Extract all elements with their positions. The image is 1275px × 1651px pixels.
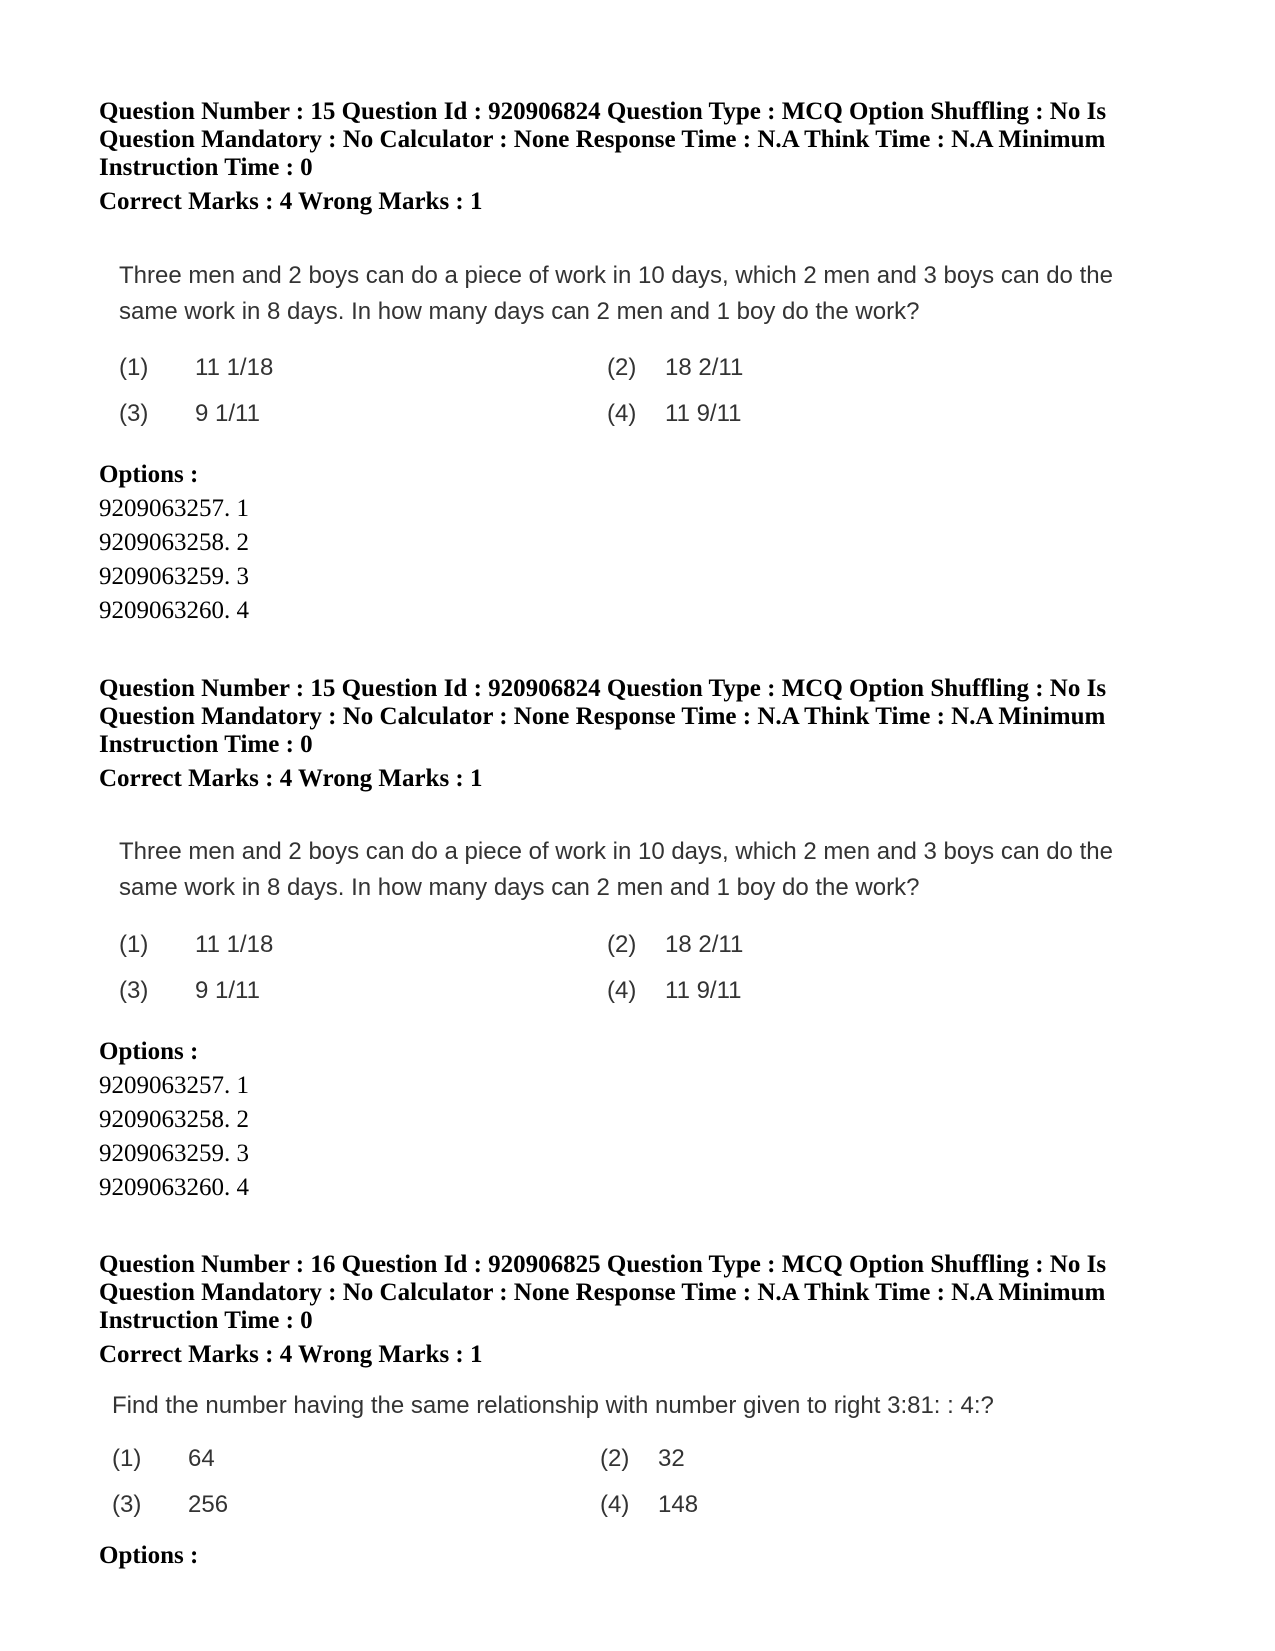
question-header: Question Number : 15 Question Id : 920906824 Question Type : MCQ Option Shuffling : No Is Question Mandatory : No Calculator : None Response Time : N.A Think Time : N.A Minimum Instruction Time : 0 xyxy=(99,675,1107,758)
question-block-2 xyxy=(99,675,1129,793)
question-marks: Correct Marks : 4 Wrong Marks : 1 xyxy=(99,765,483,792)
choice-4 xyxy=(600,1491,698,1519)
question-image-2 xyxy=(119,834,1129,906)
options-label: Options : xyxy=(99,1542,199,1569)
choice-number: (3) xyxy=(112,1491,142,1518)
choice-number: (1) xyxy=(119,931,149,958)
choice-value: 9 1/11 xyxy=(195,400,260,427)
question-block-3 xyxy=(99,1251,1129,1369)
choice-value: 256 xyxy=(188,1491,229,1518)
choice-2 xyxy=(600,1445,685,1473)
choice-2 xyxy=(607,354,743,382)
choice-2 xyxy=(607,931,743,959)
choice-value: 32 xyxy=(658,1445,685,1472)
question-text: Find the number having the same relationship with number given to right 3:81: : 4:? xyxy=(112,1392,994,1419)
options-label: Options : xyxy=(99,461,199,488)
choice-3 xyxy=(112,1491,228,1519)
choice-value: 18 2/11 xyxy=(665,931,744,958)
choice-number: (1) xyxy=(112,1445,142,1472)
choice-value: 11 9/11 xyxy=(665,400,742,427)
choice-number: (3) xyxy=(119,977,149,1004)
question-marks: Correct Marks : 4 Wrong Marks : 1 xyxy=(99,188,483,215)
choice-value: 11 1/18 xyxy=(195,931,274,958)
choice-number: (2) xyxy=(607,354,637,381)
choice-value: 11 1/18 xyxy=(195,354,274,381)
question-text: Three men and 2 boys can do a piece of work in 10 days, which 2 men and 3 boys can do the same work in 8 days. In how many days can 2 men and 1 boy do the work? xyxy=(119,262,1113,325)
choice-number: (3) xyxy=(119,400,149,427)
choice-1 xyxy=(119,354,273,382)
question-text: Three men and 2 boys can do a piece of work in 10 days, which 2 men and 3 boys can do the same work in 8 days. In how many days can 2 men and 1 boy do the work? xyxy=(119,838,1113,901)
option-id-1: 9209063257. 1 xyxy=(99,1072,249,1099)
choice-value: 18 2/11 xyxy=(665,354,744,381)
choice-number: (4) xyxy=(607,400,637,427)
choice-number: (1) xyxy=(119,354,149,381)
question-marks: Correct Marks : 4 Wrong Marks : 1 xyxy=(99,1341,483,1368)
option-id-2: 9209063258. 2 xyxy=(99,529,249,556)
question-image-3 xyxy=(112,1388,1122,1424)
option-id-4: 9209063260. 4 xyxy=(99,1174,249,1201)
choice-number: (4) xyxy=(600,1491,630,1518)
option-id-4: 9209063260. 4 xyxy=(99,597,249,624)
choice-4 xyxy=(607,977,742,1005)
option-id-1: 9209063257. 1 xyxy=(99,495,249,522)
choice-number: (4) xyxy=(607,977,637,1004)
option-id-3: 9209063259. 3 xyxy=(99,563,249,590)
option-id-2: 9209063258. 2 xyxy=(99,1106,249,1133)
question-block-1 xyxy=(99,98,1129,216)
options-label: Options : xyxy=(99,1038,199,1065)
choice-number: (2) xyxy=(600,1445,630,1472)
question-image-1 xyxy=(119,258,1129,330)
question-header: Question Number : 16 Question Id : 920906825 Question Type : MCQ Option Shuffling : No Is Question Mandatory : No Calculator : None Response Time : N.A Think Time : N.A Minimum Instruction Time : 0 xyxy=(99,1251,1107,1334)
choice-1 xyxy=(112,1445,215,1473)
question-header: Question Number : 15 Question Id : 920906824 Question Type : MCQ Option Shuffling : No Is Question Mandatory : No Calculator : None Response Time : N.A Think Time : N.A Minimum Instruction Time : 0 xyxy=(99,98,1107,181)
choice-value: 9 1/11 xyxy=(195,977,260,1004)
choice-value: 11 9/11 xyxy=(665,977,742,1004)
choice-3 xyxy=(119,977,260,1005)
choice-1 xyxy=(119,931,273,959)
choice-4 xyxy=(607,400,742,428)
choice-value: 148 xyxy=(658,1491,699,1518)
choice-value: 64 xyxy=(188,1445,215,1472)
choice-3 xyxy=(119,400,260,428)
choice-number: (2) xyxy=(607,931,637,958)
option-id-3: 9209063259. 3 xyxy=(99,1140,249,1167)
